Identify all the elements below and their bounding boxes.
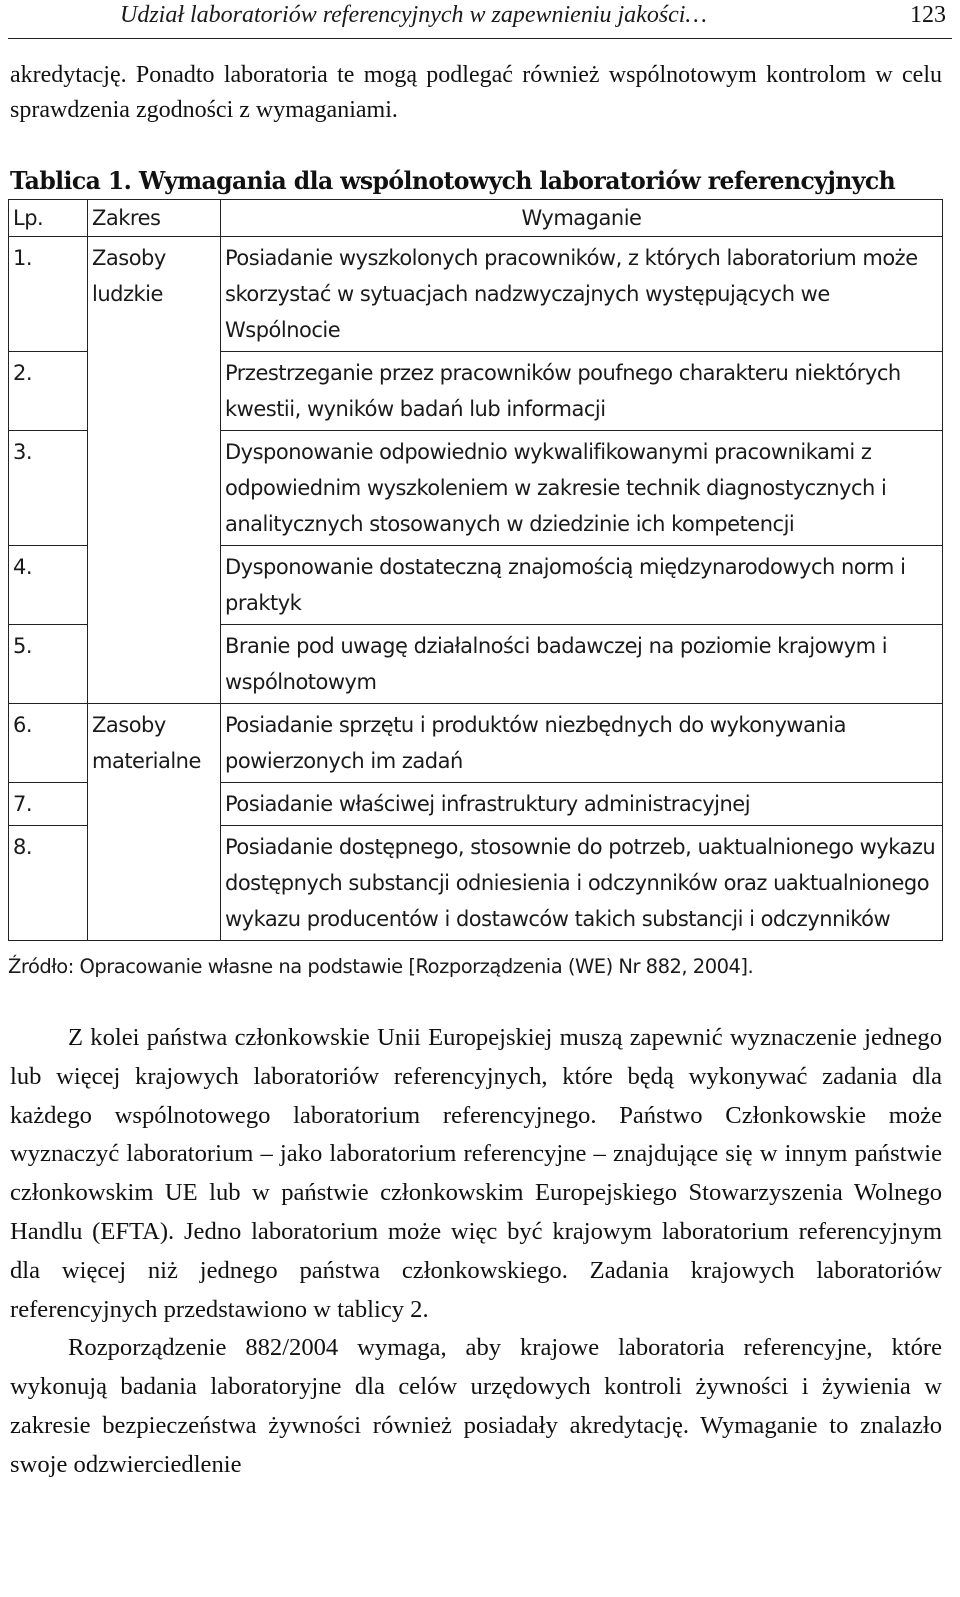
- body-paragraph-1: Z kolei państwa członkowskie Unii Europejskiej muszą zapewnić wyznaczenie jednego lub więcej krajowych laboratoriów referencyjnych, które będą wykonywać zadania dla każdego wspólnotowego laboratorium referencyjnego. Państwo Członkowskie może wyznaczyć laboratorium – jako laboratorium referencyjne – znajdujące się w innym państwie członkowskim UE lub w państwie członkowskim Europejskiego Stowarzyszenia Wolnego Handlu (EFTA). Jedno laboratorium może więc być krajowym laboratorium referencyjnym dla więcej niż jednego państwa członkowskiego. Zadania krajowych laboratoriów referencyjnych przedstawiono w tablicy 2.: [10, 1024, 942, 1323]
- page-number: 123: [910, 2, 946, 28]
- running-header: [8, 0, 952, 39]
- row-requirement: Posiadanie wyszkolonych pracowników, z których laboratorium może skorzystać w sytuacjach nadzwyczajnych występujących we Wspólnocie: [221, 237, 943, 352]
- row-number: 7.: [9, 783, 88, 826]
- body-paragraph-2: Rozporządzenie 882/2004 wymaga, aby krajowe laboratoria referencyjne, które wykonują badania laboratoryjne dla celów urzędowych kontroli żywności i żywienia w zakresie bezpieczeństwa żywności również posiadały akredytację. Wymaganie to znalazło swoje odzwierciedlenie: [10, 1334, 942, 1478]
- running-title: Udział laboratoriów referencyjnych w zapewnieniu jakości…: [120, 2, 707, 28]
- body-text: [10, 1019, 942, 1485]
- table-row: [9, 704, 943, 783]
- group-zasoby-ludzkie: Zasoby ludzkie: [88, 237, 221, 704]
- row-requirement: Dysponowanie dostateczną znajomością międzynarodowych norm i praktyk: [221, 546, 943, 625]
- table-header-row: [9, 200, 943, 237]
- table-caption: Tablica 1. Wymagania dla wspólnotowych laboratoriów referencyjnych: [10, 166, 896, 195]
- header-lp: Lp.: [9, 200, 88, 237]
- lead-paragraph: akredytację. Ponadto laboratoria te mogą podlegać również wspólnotowym kontrolom w celu sprawdzenia zgodności z wymaganiami.: [10, 62, 942, 123]
- row-number: 1.: [9, 237, 88, 352]
- row-requirement: Branie pod uwagę działalności badawczej na poziomie krajowym i wspólnotowym: [221, 625, 943, 704]
- group-zasoby-materialne: Zasoby materialne: [88, 704, 221, 941]
- requirements-table-container: [8, 199, 943, 941]
- row-number: 5.: [9, 625, 88, 704]
- row-requirement: Dysponowanie odpowiednio wykwalifikowanymi pracownikami z odpowiednim wyszkoleniem w zakresie technik diagnostycznych i analitycznych stosowanych w dziedzinie ich kompetencji: [221, 431, 943, 546]
- row-requirement: Posiadanie właściwej infrastruktury administracyjnej: [221, 783, 943, 826]
- table-row: [9, 237, 943, 352]
- row-number: 2.: [9, 352, 88, 431]
- row-requirement: Przestrzeganie przez pracowników poufnego charakteru niektórych kwestii, wyników badań lub informacji: [221, 352, 943, 431]
- table-source-note: Źródło: Opracowanie własne na podstawie [Rozporządzenia (WE) Nr 882, 2004].: [8, 955, 754, 978]
- row-number: 4.: [9, 546, 88, 625]
- requirements-table: [8, 199, 943, 941]
- row-number: 8.: [9, 826, 88, 941]
- header-zakres: Zakres: [88, 200, 221, 237]
- row-number: 3.: [9, 431, 88, 546]
- row-requirement: Posiadanie dostępnego, stosownie do potrzeb, uaktualnionego wykazu dostępnych substancji odniesienia i odczynników oraz uaktualnionego wykazu producentów i dostawców takich substancji i odczynników: [221, 826, 943, 941]
- row-number: 6.: [9, 704, 88, 783]
- row-requirement: Posiadanie sprzętu i produktów niezbędnych do wykonywania powierzonych im zadań: [221, 704, 943, 783]
- header-wymaganie: Wymaganie: [221, 200, 943, 237]
